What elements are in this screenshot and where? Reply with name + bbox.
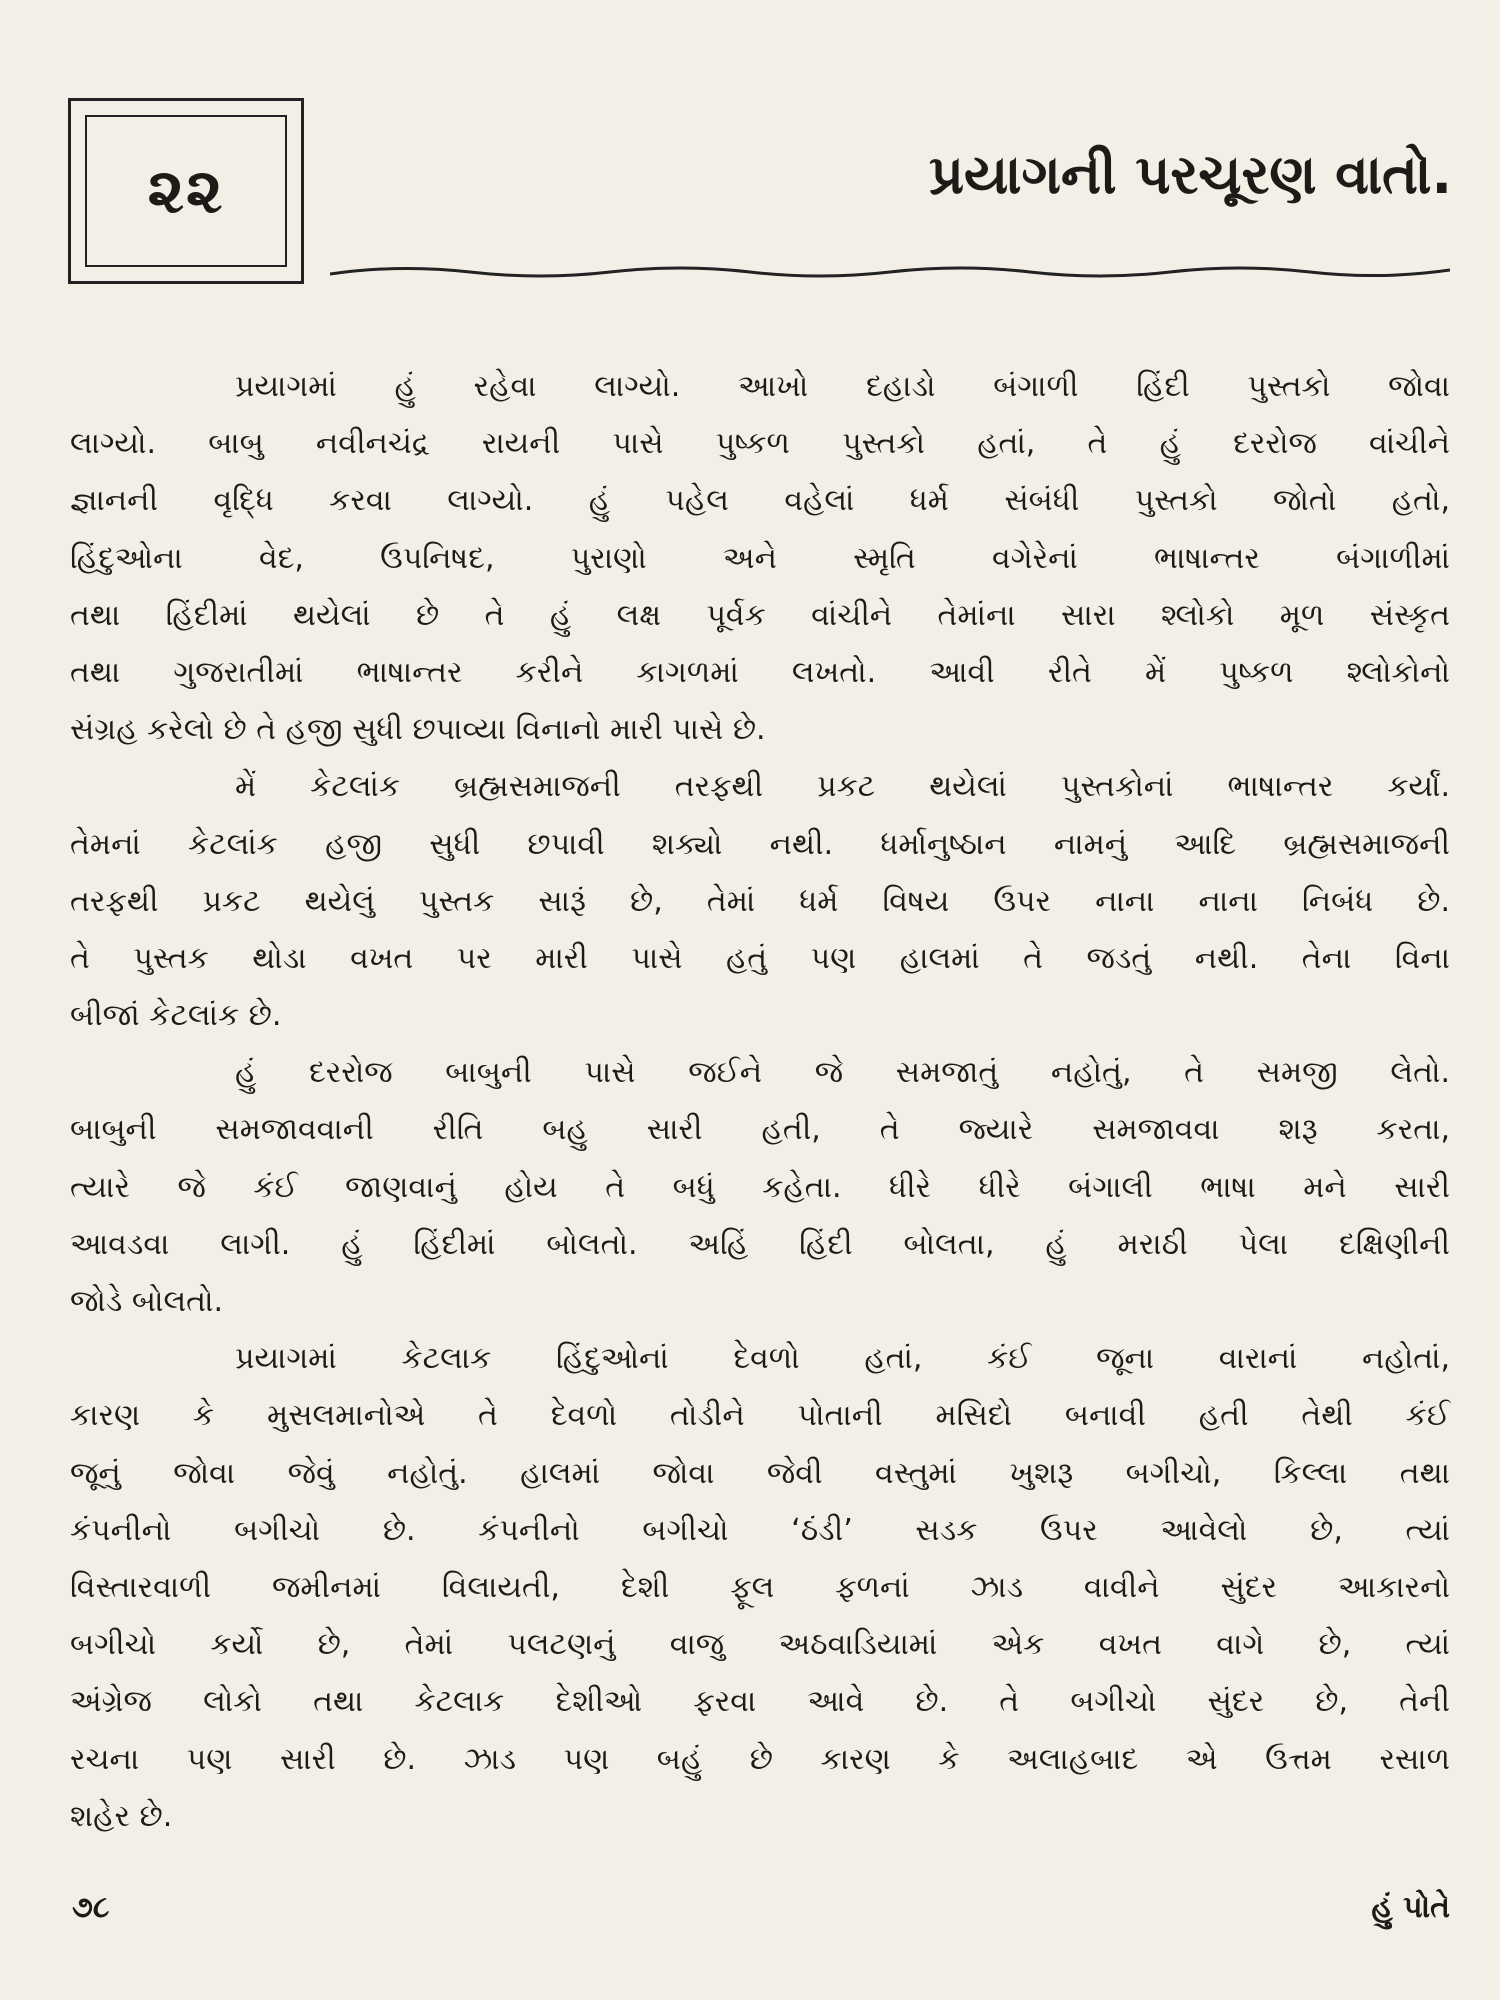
- text-line: પ્રયાગમાં કેટલાક હિંદુઓનાં દેવળો હતાં, કંઈ જૂના વારાનાં નહોતાં,: [235, 1341, 1450, 1377]
- text-line: જોડે બોલતો.: [70, 1284, 224, 1319]
- text-line: જ્ઞાનની વૃદ્ધિ કરવા લાગ્યો. હું પહેલ વહેલાં ધર્મ સંબંધી પુસ્તકો જોતો હતો,: [70, 483, 1450, 519]
- text-line: બીજાં કેટલાંક છે.: [70, 998, 282, 1034]
- text-line: હું દરરોજ બાબુની પાસે જઈને જે સમજાતું નહોતું, તે સમજી લેતો.: [235, 1055, 1450, 1091]
- text-line: હિંદુઓના વેદ, ઉપનિષદ, પુરાણો અને સ્મૃતિ વગેરેનાં ભાષાન્તર બંગાળીમાં: [70, 540, 1450, 576]
- chapter-number-box: [68, 98, 304, 284]
- text-line: પ્રયાગમાં હું રહેવા લાગ્યો. આખો દહાડો બંગાળી હિંદી પુસ્તકો જોવા: [235, 369, 1450, 404]
- text-line: મેં કેટલાંક બ્રહ્મસમાજની તરફથી પ્રકટ થયેલાં પુસ્તકોનાં ભાષાન્તર કર્યાં.: [235, 769, 1450, 805]
- paragraph-2: [70, 758, 1450, 1044]
- text-line: બાબુની સમજાવવાની રીતિ બહુ સારી હતી, તે જ્યારે સમજાવવા શરૂ કરતા,: [70, 1112, 1450, 1148]
- text-line: વિસ્તારવાળી જમીનમાં વિલાયતી, દેશી ફૂલ ફળનાં ઝાડ વાવીને સુંદર આકારનો: [70, 1569, 1450, 1605]
- page-number: ૭૮: [72, 1890, 110, 1925]
- chapter-number-box-inner: [85, 115, 287, 267]
- text-line: સંગ્રહ કરેલો છે તે હજી સુધી છપાવ્યા વિનાનો મારી પાસે છે.: [70, 712, 766, 748]
- text-line: જૂનું જોવા જેવું નહોતું. હાલમાં જોવા જેવી વસ્તુમાં ખુશરૂ બગીચો, કિલ્લા તથા: [70, 1455, 1450, 1491]
- text-line: તથા હિંદીમાં થયેલાં છે તે હું લક્ષ પૂર્વક વાંચીને તેમાંના સારા શ્લોકો મૂળ સંસ્કૃત: [70, 597, 1450, 633]
- paragraph-1: [70, 358, 1450, 758]
- text-line: તે પુસ્તક થોડા વખત પર મારી પાસે હતું પણ હાલમાં તે જડતું નથી. તેના વિના: [70, 940, 1450, 976]
- text-line: શહેર છે.: [70, 1798, 173, 1834]
- paragraph-4: [70, 1330, 1450, 1845]
- text-line: અંગ્રેજ લોકો તથા કેટલાક દેશીઓ ફરવા આવે છે. તે બગીચો સુંદર છે, તેની: [70, 1684, 1450, 1720]
- text-line: કંપનીનો બગીચો છે. કંપનીનો બગીચો ‘ઠંડી’ સડક ઉપર આવેલો છે, ત્યાં: [70, 1512, 1450, 1548]
- chapter-number: ૨૨: [147, 154, 225, 227]
- text-line: રચના પણ સારી છે. ઝાડ પણ બહું છે કારણ કે અલાહબાદ એ ઉત્તમ રસાળ: [70, 1741, 1450, 1777]
- text-line: તથા ગુજરાતીમાં ભાષાન્તર કરીને કાગળમાં લખતો. આવી રીતે મેં પુષ્કળ શ્લોકોનો: [70, 654, 1450, 690]
- text-line: લાગ્યો. બાબુ નવીનચંદ્ર રાયની પાસે પુષ્કળ પુસ્તકો હતાં, તે હું દરરોજ વાંચીને: [70, 426, 1450, 462]
- text-line: કારણ કે મુસલમાનોએ તે દેવળો તોડીને પોતાની મસિદો બનાવી હતી તેથી કંઈ: [70, 1398, 1450, 1434]
- text-line: બગીચો કર્યો છે, તેમાં પલટણનું વાજુ અઠવાડિયામાં એક વખત વાગે છે, ત્યાં: [70, 1627, 1450, 1663]
- text-line: તેમનાં કેટલાંક હજી સુધી છપાવી શક્યો નથી. ધર્માનુષ્ઠાન નામનું આદિ બ્રહ્મસમાજની: [70, 826, 1450, 862]
- title-wavy-rule: [330, 258, 1450, 288]
- paragraph-3: [70, 1044, 1450, 1330]
- running-footer-title: હું પોતે: [1371, 1890, 1450, 1925]
- chapter-title: પ્રયાગની પરચૂરણ વાતો.: [928, 143, 1452, 206]
- chapter-body: [70, 358, 1450, 1845]
- text-line: તરફથી પ્રકટ થયેલું પુસ્તક સારૂં છે, તેમાં ધર્મ વિષય ઉપર નાના નાના નિબંધ છે.: [70, 883, 1450, 919]
- text-line: આવડવા લાગી. હું હિંદીમાં બોલતો. અહિં હિંદી બોલતા, હું મરાઠી પેલા દક્ષિણીની: [70, 1226, 1450, 1262]
- text-line: ત્યારે જે કંઈ જાણવાનું હોય તે બધું કહેતા. ધીરે ધીરે બંગાલી ભાષા મને સારી: [70, 1169, 1450, 1205]
